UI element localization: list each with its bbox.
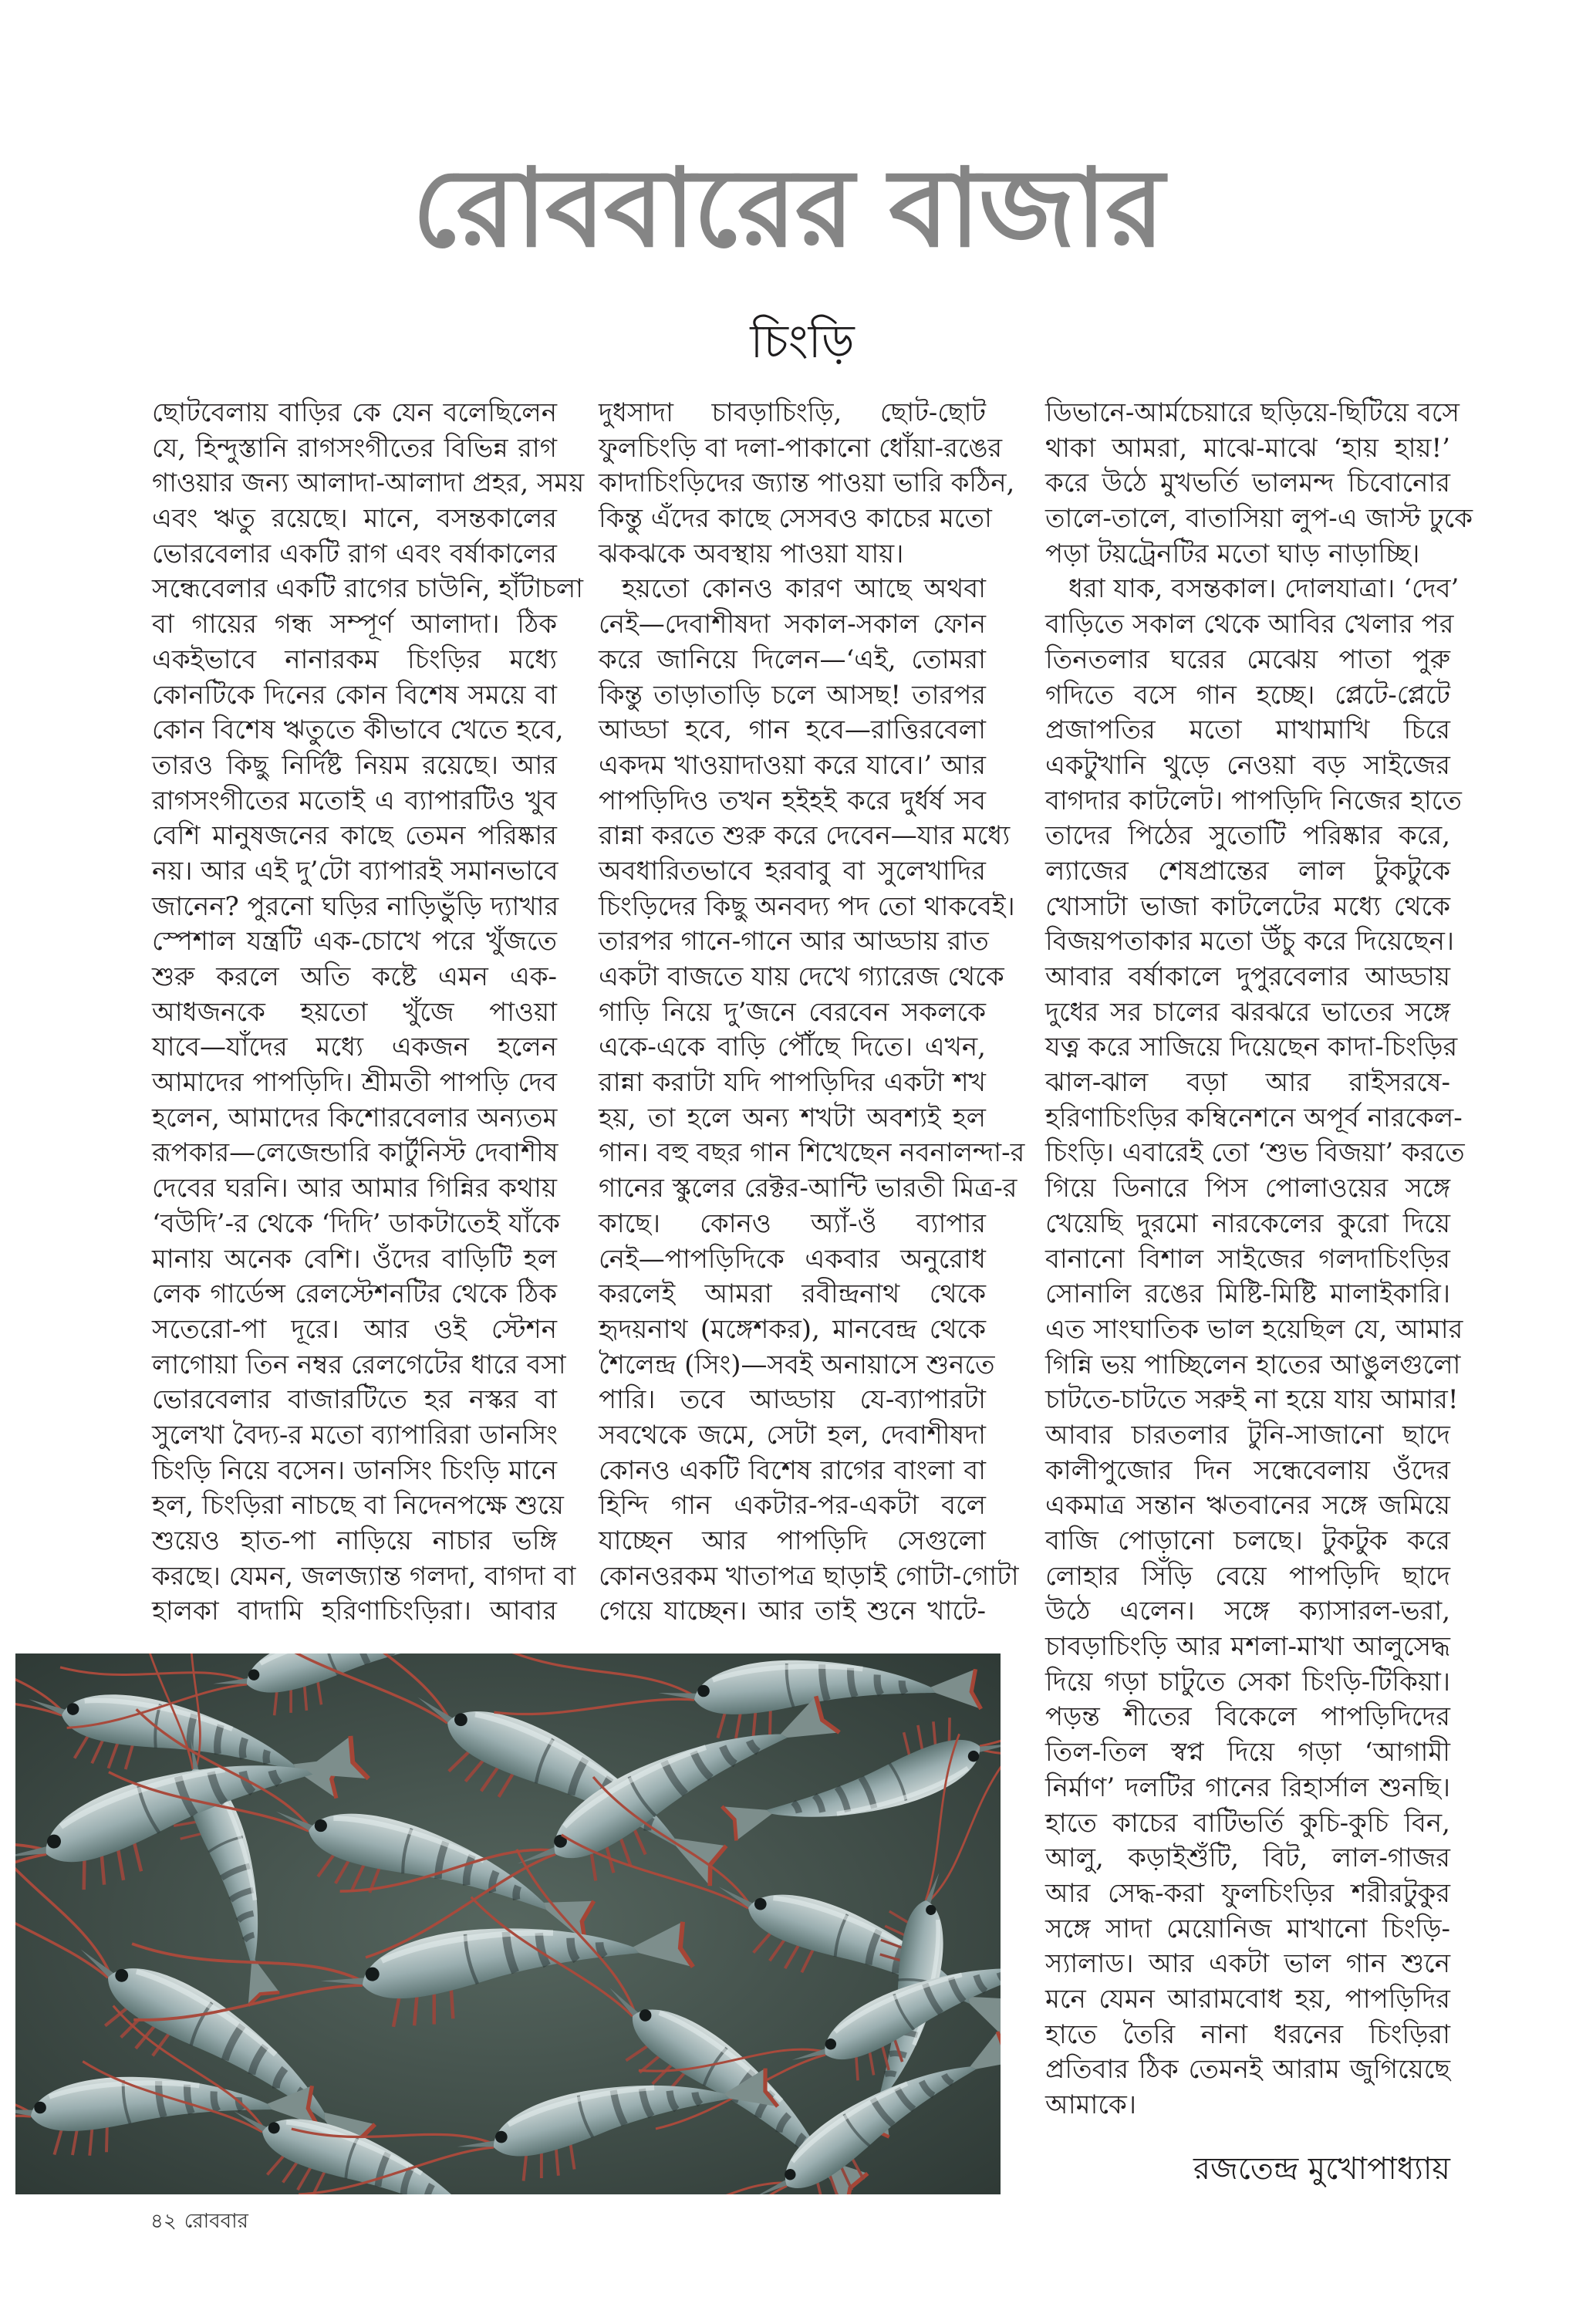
text-line: উঠে এলেন। সঙ্গে ক্যাসারল-ভরা, — [1045, 1596, 1450, 1627]
text-line: আবার বর্ষাকালে দুপুরবেলার আড্ডায় — [1045, 961, 1450, 992]
text-line: হাতে তৈরি নানা ধরনের চিংড়িরা — [1045, 2018, 1450, 2050]
text-line: প্রজাপতির মতো মাখামাখি চিরে — [1045, 714, 1450, 746]
shrimp-photo-graphic — [15, 1653, 1001, 2194]
text-line: নয়। আর এই দু’টো ব্যাপারই সমানভাবে — [152, 855, 559, 887]
text-line: আড্ডা হবে, গান হবে—রাত্তিরবেলা — [599, 714, 986, 746]
text-line: দেবের ঘরনি। আর আমার গিন্নির কথায় — [152, 1173, 557, 1204]
text-line: বানানো বিশাল সাইজের গলদাচিংড়ির — [1045, 1243, 1450, 1275]
text-line: আর সেদ্ধ-করা ফুলচিংড়ির শরীরটুকুর — [1045, 1877, 1450, 1909]
text-line: পড়ন্ত শীতের বিকেলে পাপড়িদিদের — [1045, 1701, 1450, 1733]
text-line: ছোটবেলায় বাড়ির কে যেন বলেছিলেন — [152, 397, 557, 428]
page-footer — [150, 2208, 248, 2234]
text-line: বাড়িতে সকাল থেকে আবির খেলার পর — [1045, 609, 1454, 640]
page-number: ৪২ — [150, 2210, 177, 2233]
text-line: হলেন, আমাদের কিশোরবেলার অন্যতম — [152, 1102, 558, 1133]
text-line: মনে যেমন আরামবোধ হয়, পাপড়িদির — [1045, 1983, 1450, 2015]
text-line: রান্না করতে শুরু করে দেবেন—যার মধ্যে — [599, 820, 1011, 852]
text-line: হয়তো কোনও কারণ আছে অথবা — [622, 573, 986, 605]
text-line: তালে-তালে, বাতাসিয়া লুপ-এ জাস্ট ঢুকে — [1045, 503, 1473, 535]
text-line: আধজনকে হয়তো খুঁজে পাওয়া — [152, 996, 557, 1028]
text-line: শুরু করলে অতি কষ্টে এমন এক- — [152, 961, 557, 992]
text-line: রূপকার—লেজেন্ডারি কার্টুনিস্ট দেবাশীষ — [152, 1137, 559, 1169]
text-line: থাকা আমরা, মাঝে-মাঝে ‘হায় হায়!’ — [1045, 432, 1450, 464]
paragraph — [1045, 396, 1473, 572]
article-column — [599, 396, 1025, 1630]
text-line: কিন্তু তাড়াতাড়ি চলে আসছ! তারপর — [599, 679, 986, 711]
author-byline: রজতেন্দ্র মুখোপাধ্যায় — [1193, 2151, 1450, 2187]
text-line: ‘বউদি’-র থেকে ‘দিদি’ ডাকটাতেই যাঁকে — [152, 1208, 560, 1239]
text-line: স্পেশাল যন্ত্রটি এক-চোখে পরে খুঁজতে — [152, 926, 557, 958]
article-column — [1045, 396, 1473, 2123]
text-line: একমাত্র সন্তান ঋতবানের সঙ্গে জমিয়ে — [1045, 1490, 1450, 1522]
text-line: ভোরবেলার বাজারটিতে হর নস্কর বা — [152, 1384, 557, 1416]
text-line: আমাকে। — [1045, 2089, 1137, 2120]
text-line: যে, হিন্দুস্তানি রাগসংগীতের বিভিন্ন রাগ — [152, 432, 557, 464]
text-line: বা গায়ের গন্ধ সম্পূর্ণ আলাদা। ঠিক — [152, 609, 557, 640]
text-line: জানেন? পুরনো ঘড়ির নাড়িভুঁড়ি দ্যাখার — [152, 890, 559, 922]
text-line: পড়া টয়ট্রেনটির মতো ঘাড় নাড়াচ্ছি। — [1045, 538, 1420, 569]
text-line: আবার চারতলার টুনি-সাজানো ছাদে — [1045, 1419, 1450, 1451]
text-line: করলেই আমরা রবীন্দ্রনাথ থেকে — [599, 1279, 986, 1310]
magazine-name: রোববার — [184, 2210, 248, 2233]
text-line: নেই—পাপড়িদিকে একবার অনুরোধ — [599, 1243, 986, 1275]
text-line: তারপর গানে-গানে আর আড্ডায় রাত — [599, 926, 989, 958]
text-line: কাদাচিংড়িদের জ্যান্ত পাওয়া ভারি কঠিন, — [599, 468, 1015, 499]
text-line: দিয়ে গড়া চাটুতে সেকা চিংড়ি-টিকিয়া। — [1045, 1666, 1450, 1697]
text-line: ভোরবেলার একটি রাগ এবং বর্ষাকালের — [152, 538, 557, 569]
text-line: চাটতে-চাটতে সরুই না হয়ে যায় আমার! — [1045, 1384, 1459, 1416]
text-line: বাজি পোড়ানো চলছে। টুকটুক করে — [1045, 1525, 1450, 1556]
text-line: দুধসাদা চাবড়াচিংড়ি, ছোট-ছোট — [599, 397, 986, 428]
paragraph — [599, 396, 1015, 572]
shrimp-photo — [15, 1653, 1001, 2194]
text-line: তারও কিছু নির্দিষ্ট নিয়ম রয়েছে। আর — [152, 749, 557, 781]
text-line: তিনতলার ঘরের মেঝেয় পাতা পুরু — [1045, 643, 1450, 675]
text-line: হৃদয়নাথ (মঙ্গেশকর), মানবেন্দ্র থেকে — [599, 1313, 986, 1345]
text-line: সুলেখা বৈদ্য-র মতো ব্যাপারিরা ডানসিং — [152, 1419, 558, 1451]
text-line: ঝাল-ঝাল বড়া আর রাইসরষে- — [1045, 1067, 1450, 1099]
text-line: এবং ঋতু রয়েছে। মানে, বসন্তকালের — [152, 503, 557, 535]
text-line: চিংড়িদের কিছু অনবদ্য পদ তো থাকবেই। — [599, 890, 1015, 922]
text-line: প্রতিবার ঠিক তেমনই আরাম জুগিয়েছে — [1045, 2054, 1450, 2086]
text-line: লেক গার্ডেন্স রেলস্টেশনটির থেকে ঠিক — [152, 1279, 557, 1310]
text-line: খেয়েছি দুরমো নারকেলের কুরো দিয়ে — [1045, 1208, 1450, 1239]
text-line: ফুলচিংড়ি বা দলা-পাকানো ধোঁয়া-রঙের — [599, 432, 1003, 464]
text-line: অবধারিতভাবে হরবাবু বা সুলেখাদির — [599, 855, 986, 887]
text-line: শুয়েও হাত-পা নাড়িয়ে নাচার ভঙ্গি — [152, 1525, 557, 1556]
text-line: নির্মাণ’ দলটির গানের রিহার্সাল শুনছি। — [1045, 1772, 1450, 1803]
text-line: করে উঠে মুখভর্তি ভালমন্দ চিবোনোর — [1045, 468, 1450, 499]
text-line: কোনওরকম খাতাপত্র ছাড়াই গোটা-গোটা — [599, 1560, 1019, 1592]
text-line: সঙ্গে সাদা মেয়োনিজ মাখানো চিংড়ি- — [1045, 1913, 1450, 1944]
text-line: খোসাটা ভাজা কাটলেটের মধ্যে থেকে — [1045, 890, 1450, 922]
text-line: কোনও একটি বিশেষ রাগের বাংলা বা — [599, 1454, 986, 1486]
text-line: হরিণাচিংড়ির কম্বিনেশনে অপূর্ব নারকেল- — [1045, 1102, 1463, 1133]
text-line: করে জানিয়ে দিলেন—‘এই, তোমরা — [599, 643, 986, 675]
text-line: কোনটিকে দিনের কোন বিশেষ সময়ে বা — [152, 679, 557, 711]
text-line: ডিভানে-আর্মচেয়ারে ছড়িয়ে-ছিটিয়ে বসে — [1045, 397, 1460, 428]
text-line: গিয়ে ডিনারে পিস পোলাওয়ের সঙ্গে — [1045, 1173, 1450, 1204]
text-line: পাপড়িদিও তখন হইহই করে দুর্ধর্ষ সব — [599, 785, 986, 816]
text-line: গদিতে বসে গান হচ্ছে। প্লেটে-প্লেটে — [1045, 679, 1450, 711]
text-line: আমাদের পাপড়িদি। শ্রীমতী পাপড়ি দেব — [152, 1067, 557, 1099]
text-line: কালীপুজোর দিন সন্ধেবেলায় ওঁদের — [1045, 1454, 1450, 1486]
text-line: তাদের পিঠের সুতোটি পরিষ্কার করে, — [1045, 820, 1450, 852]
paragraph — [599, 572, 1025, 1630]
text-line: একদম খাওয়াদাওয়া করে যাবে।’ আর — [599, 749, 986, 781]
text-line: রান্না করাটা যদি পাপড়িদির একটা শখ — [599, 1067, 986, 1099]
text-line: লোহার সিঁড়ি বেয়ে পাপড়িদি ছাদে — [1045, 1560, 1450, 1592]
section-subtitle: চিংড়ি — [750, 315, 855, 369]
text-line: এত সাংঘাতিক ভাল হয়েছিল যে, আমার — [1045, 1313, 1463, 1345]
text-line: ল্যাজের শেষপ্রান্তের লাল টুকটুকে — [1045, 855, 1450, 887]
text-line: হল, চিংড়িরা নাচছে বা নিদেনপক্ষে শুয়ে — [152, 1490, 564, 1522]
text-line: একইভাবে নানারকম চিংড়ির মধ্যে — [152, 643, 557, 675]
text-line: সন্ধেবেলার একটি রাগের চাউনি, হাঁটাচলা — [152, 573, 584, 605]
text-line: শৈলেন্দ্র (সিং)—সবই অনায়াসে শুনতে — [599, 1349, 995, 1380]
text-line: সোনালি রঙের মিষ্টি-মিষ্টি মালাইকারি। — [1045, 1279, 1450, 1310]
text-line: নেই—দেবাশীষদা সকাল-সকাল ফোন — [599, 609, 986, 640]
text-line: সতেরো-পা দূরে। আর ওই স্টেশন — [152, 1313, 557, 1345]
text-line: কিন্তু এঁদের কাছে সেসবও কাচের মতো — [599, 503, 992, 535]
text-line: একটা বাজতে যায় দেখে গ্যারেজ থেকে — [599, 961, 1004, 992]
text-line: ধরা যাক, বসন্তকাল। দোলযাত্রা। ‘দেব’ — [1068, 573, 1460, 605]
text-line: চিংড়ি। এবারেই তো ‘শুভ বিজয়া’ করতে — [1045, 1137, 1465, 1169]
paragraph — [1045, 572, 1465, 2123]
text-line: কোন বিশেষ ঋতুতে কীভাবে খেতে হবে, — [152, 714, 564, 746]
text-line: গিন্নি ভয় পাচ্ছিলেন হাতের আঙুলগুলো — [1045, 1349, 1461, 1380]
text-line: লাগোয়া তিন নম্বর রেলগেটের ধারে বসা — [152, 1349, 566, 1380]
text-line: হয়, তা হলে অন্য শখটা অবশ্যই হল — [599, 1102, 986, 1133]
text-line: গেয়ে যাচ্ছেন। আর তাই শুনে খাটে- — [599, 1596, 986, 1627]
text-line: রাগসংগীতের মতোই এ ব্যাপারটিও খুব — [152, 785, 557, 816]
text-line: তিল-তিল স্বপ্ন দিয়ে গড়া ‘আগামী — [1045, 1737, 1450, 1768]
page-title: রোববারের বাজার — [412, 145, 1163, 272]
text-line: হাতে কাচের বাটিভর্তি কুচি-কুচি বিন, — [1045, 1807, 1450, 1839]
text-line: গাওয়ার জন্য আলাদা-আলাদা প্রহর, সময় — [152, 468, 585, 499]
text-line: মানায় অনেক বেশি। ওঁদের বাড়িটি হল — [152, 1243, 557, 1275]
text-line: করছে। যেমন, জলজ্যান্ত গলদা, বাগদা বা — [152, 1560, 576, 1592]
text-line: চাবড়াচিংড়ি আর মশলা-মাখা আলুসেদ্ধ — [1045, 1631, 1450, 1663]
text-line: একটুখানি থুড়ে নেওয়া বড় সাইজের — [1045, 749, 1450, 781]
text-line: বিজয়পতাকার মতো উঁচু করে দিয়েছেন। — [1045, 926, 1455, 958]
paragraph — [152, 396, 585, 1630]
text-line: যত্ন করে সাজিয়ে দিয়েছেন কাদা-চিংড়ির — [1045, 1032, 1458, 1063]
text-line: একে-একে বাড়ি পৌঁছে দিতে। এখন, — [599, 1032, 986, 1063]
text-line: কাছে। কোনও অ্যাঁ-ওঁ ব্যাপার — [599, 1208, 986, 1239]
text-line: হালকা বাদামি হরিণাচিংড়িরা। আবার — [152, 1596, 557, 1627]
text-line: গাড়ি নিয়ে দু’জনে বেরবেন সকলকে — [599, 996, 986, 1028]
text-line: বাগদার কাটলেট। পাপড়িদি নিজের হাতে — [1045, 785, 1462, 816]
text-line: হিন্দি গান একটার-পর-একটা বলে — [599, 1490, 986, 1522]
text-line: গানের স্কুলের রেক্টর-আন্টি ভারতী মিত্র-র — [599, 1173, 1017, 1204]
text-line: বেশি মানুষজনের কাছে তেমন পরিষ্কার — [152, 820, 557, 852]
text-line: গান। বহু বছর গান শিখেছেন নবনালন্দা-র — [599, 1137, 1025, 1169]
text-line: ঝকঝকে অবস্থায় পাওয়া যায়। — [599, 538, 904, 569]
text-line: যাবে—যাঁদের মধ্যে একজন হলেন — [152, 1032, 557, 1063]
text-line: স্যালাড। আর একটা ভাল গান শুনে — [1045, 1948, 1450, 1980]
text-line: দুধের সর চালের ঝরঝরে ভাতের সঙ্গে — [1045, 996, 1450, 1028]
text-line: সবথেকে জমে, সেটা হল, দেবাশীষদা — [599, 1419, 986, 1451]
text-line: যাচ্ছেন আর পাপড়িদি সেগুলো — [599, 1525, 986, 1556]
article-column — [152, 396, 585, 1630]
text-line: আলু, কড়াইশুঁটি, বিট, লাল-গাজর — [1045, 1843, 1450, 1874]
text-line: চিংড়ি নিয়ে বসেন। ডানসিং চিংড়ি মানে — [152, 1454, 557, 1486]
text-line: পারি। তবে আড্ডায় যে-ব্যাপারটা — [599, 1384, 986, 1416]
